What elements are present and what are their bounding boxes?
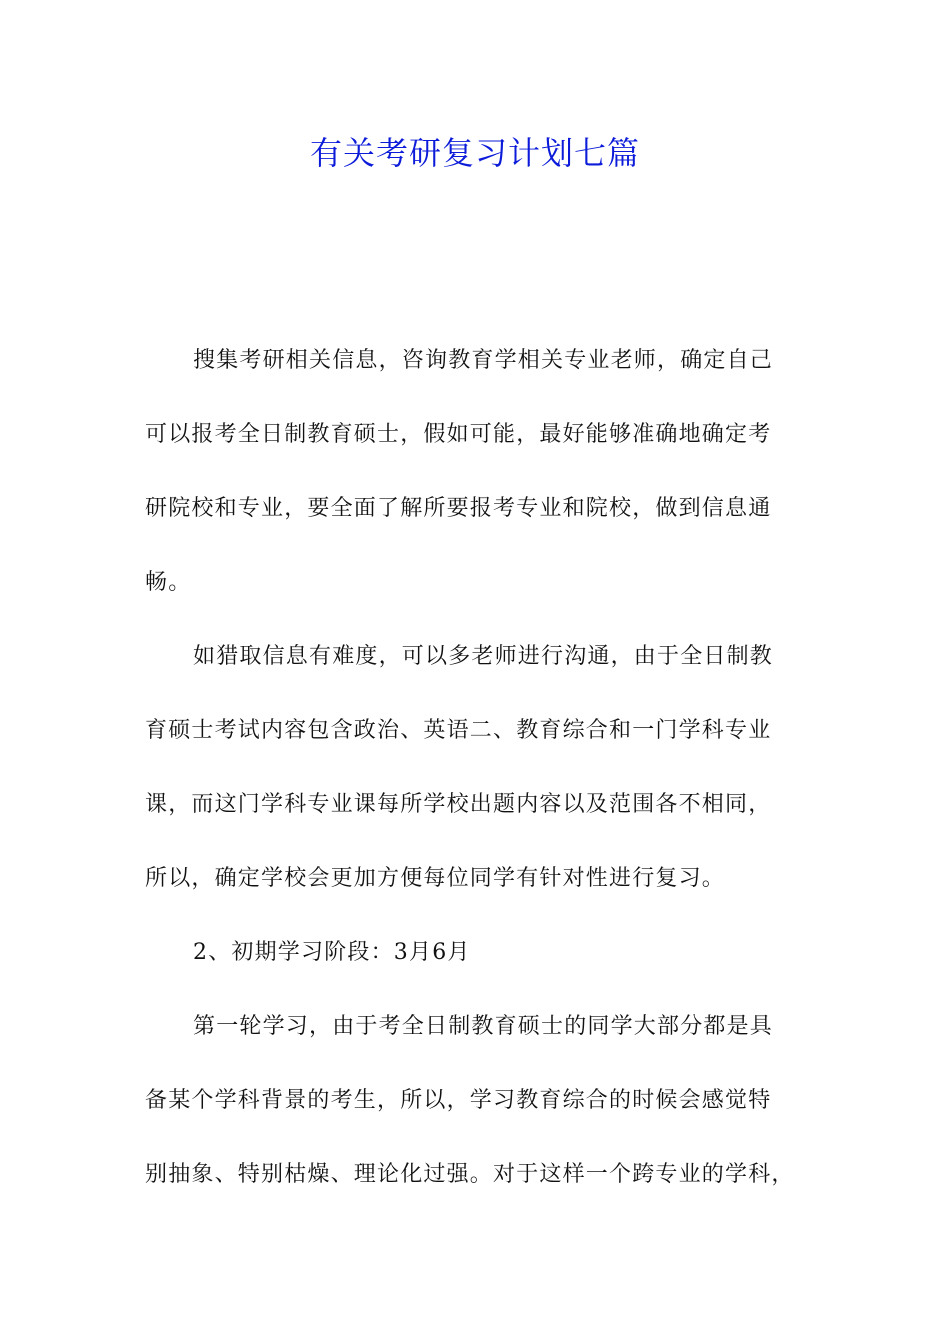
paragraph-line: 育硕士考试内容包含政治、英语二、教育综合和一门学科专业 [145,718,772,743]
paragraph-line: 别抽象、特别枯燥、理论化过强。对于这样一个跨专业的学科， [145,1162,795,1187]
paragraph-line: 畅。 [145,570,192,595]
paragraph-line: 可以报考全日制教育硕士，假如可能，最好能够准确地确定考 [145,422,772,447]
paragraph-line: 搜集考研相关信息，咨询教育学相关专业老师，确定自己 [193,348,774,373]
document-body [145,334,820,1222]
paragraph-line: 所以，确定学校会更加方便每位同学有针对性进行复习。 [145,866,726,891]
section-heading-line: 2、初期学习阶段：3月6月 [193,940,471,965]
paragraph-line: 备某个学科背景的考生，所以，学习教育综合的时候会感觉特 [145,1088,772,1113]
paragraph-line: 如猎取信息有难度，可以多老师进行沟通，由于全日制教 [193,644,774,669]
paragraph-line: 研院校和专业，要全面了解所要报考专业和院校，做到信息通 [145,496,772,521]
document-title: 有关考研复习计划七篇 [309,134,640,172]
paragraph-line: 课，而这门学科专业课每所学校出题内容以及范围各不相同， [145,792,772,817]
paragraph-line: 第一轮学习，由于考全日制教育硕士的同学大部分都是具 [193,1014,774,1039]
